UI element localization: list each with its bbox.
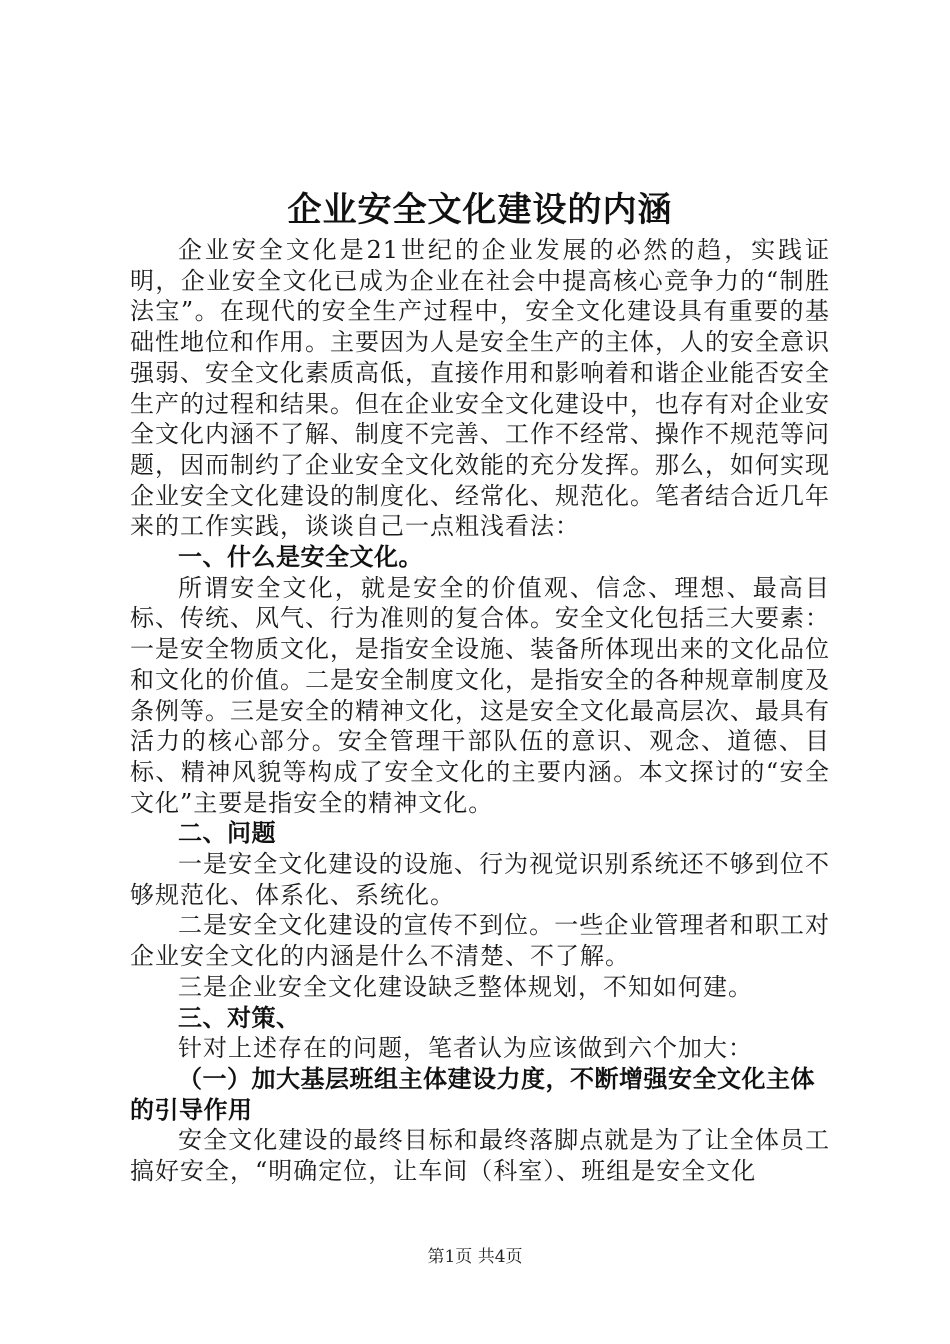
paragraph-problem-3: 三是企业安全文化建设缺乏整体规划，不知如何建。 <box>178 972 753 1001</box>
paragraph-subsection-1: 安全文化建设的最终目标和最终落脚点就是为了让全体员工搞好安全，“明确定位，让车间（科室）、班组是安全文化 <box>130 1126 830 1186</box>
paragraph-definition: 所谓安全文化，就是安全的价值观、信念、理想、最高目标、传统、风气、行为准则的复合体。安全文化包括三大要素：一是安全物质文化，是指安全设施、装备所体现出来的文化品位和文化的价值。二是安全制度文化，是指安全的各种规章制度及条例等。三是安全的精神文化，这是安全文化最高层次、最具有活力的核心部分。安全管理干部队伍的意识、观念、道德、目标、精神风貌等构成了安全文化的主要内涵。本文探讨的“安全文化”主要是指安全的精神文化。 <box>130 573 830 817</box>
section-heading-2: 二、问题 <box>178 819 276 848</box>
document-title: 企业安全文化建设的内涵 <box>287 190 673 230</box>
section-heading-1: 一、什么是安全文化。 <box>178 543 423 572</box>
page-number-footer: 第1页 共4页 <box>427 1247 523 1267</box>
paragraph-problem-2: 二是安全文化建设的宣传不到位。一些企业管理者和职工对企业安全文化的内涵是什么不清楚、不了解。 <box>130 911 830 971</box>
subsection-heading-1: （一）加大基层班组主体建设力度，不断增强安全文化主体的引导作用 <box>130 1064 815 1124</box>
paragraph-intro: 企业安全文化是21世纪的企业发展的必然的趋，实践证明，企业安全文化已成为企业在社会中提高核心竞争力的“制胜法宝”。在现代的安全生产过程中，安全文化建设具有重要的基础性地位和作用。主要因为人是安全生产的主体，人的安全意识强弱、安全文化素质高低，直接作用和影响着和谐企业能否安全生产的过程和结果。但在企业安全文化建设中，也存有对企业安全文化内涵不了解、制度不完善、工作不经常、操作不规范等问题，因而制约了企业安全文化效能的充分发挥。那么，如何实现企业安全文化建设的制度化、经常化、规范化。笔者结合近几年来的工作实践，谈谈自己一点粗浅看法： <box>130 236 830 541</box>
section-heading-3: 三、对策、 <box>178 1003 301 1032</box>
document-body <box>130 185 830 1187</box>
paragraph-measures-intro: 针对上述存在的问题，笔者认为应该做到六个加大： <box>178 1034 753 1063</box>
paragraph-problem-1: 一是安全文化建设的设施、行为视觉识别系统还不够到位不够规范化、体系化、系统化。 <box>130 850 830 909</box>
